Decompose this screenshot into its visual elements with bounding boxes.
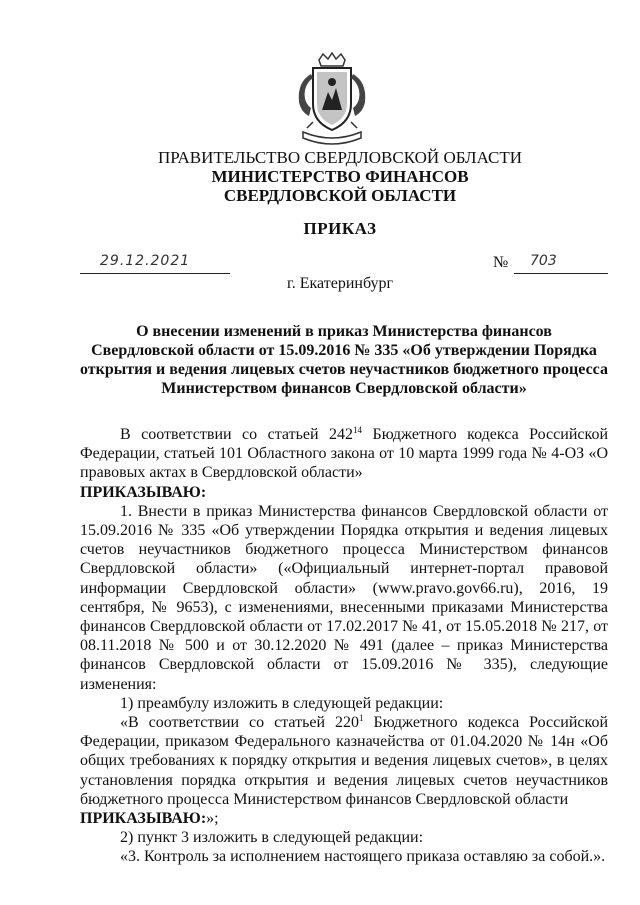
region-header: СВЕРДЛОВСКОЙ ОБЛАСТИ (223, 186, 457, 205)
subject-line: открытия и ведения лицевых счетов неучастников бюджетного процесса (80, 361, 608, 378)
date-field (80, 253, 230, 274)
quote-superscript: 1 (359, 713, 364, 724)
order-word: ПРИКАЗЫВАЮ: (80, 483, 207, 501)
subject-heading (80, 322, 608, 398)
ministry-header: МИНИСТЕРСТВО ФИНАНСОВ (211, 167, 469, 186)
quote-1-order-line (80, 809, 608, 828)
number-label: № (493, 254, 509, 271)
coat-of-arms-emblem (291, 52, 373, 152)
city: г. Екатеринбург (286, 275, 394, 292)
sub-item-1: 1) преамбулу изложить в следующей редакции: (120, 694, 444, 712)
sub-item-2: 2) пункт 3 изложить в следующей редакции: (120, 829, 424, 847)
government-header: ПРАВИТЕЛЬСТВО СВЕРДЛОВСКОЙ ОБЛАСТИ (157, 148, 523, 167)
preamble-paragraph: В соответствии со статьей $242^{14}$ Бюджетного кодекса Российской Федерации, статьей 101 Областного закона от 10 марта 1999 года № 4-ОЗ «О правовых актах в Свердловской области» (80, 425, 608, 482)
number-value: 703 (530, 253, 557, 269)
quote-tail: »; (206, 810, 219, 828)
quote-1-paragraph: «В соответствии со статьей $220^1$ Бюджетного кодекса Российской Федерации, приказом Федерального казначейства от 01.04.2020 № 14н «Об общих требованиях к порядку открытия и ведения лицевых счетов», в целях установления порядка открытия и ведения лицевых счетов неучастников бюджетного процесса Министерством финансов Свердловской области (80, 713, 608, 808)
document-body (80, 425, 608, 867)
subject-line: Свердловской области от 15.09.2016 № 335 «Об утверждении Порядка (91, 342, 597, 359)
preamble-superscript: 14 (353, 425, 363, 435)
quote-order-word: ПРИКАЗЫВАЮ: (80, 810, 207, 828)
number-field (514, 253, 608, 274)
document-title: ПРИКАЗ (303, 219, 377, 238)
date-value: 29.12.2021 (100, 253, 191, 269)
item-1-paragraph: 1. Внести в приказ Министерства финансов Свердловской области от 15.09.2016 № 335 «Об утверждении Порядка открытия и ведения лицевых счетов неучастников бюджетного процесса Министерством финансов Свердловской области» («Официальный интернет-портал правовой информации Свердловской области» (www.pravo.gov66.ru), 2016, 19 сентября, № 9653), с изменениями, внесенными приказами Министерства финансов Свердловской области от 17.02.2017 № 41, от 15.05.2018 № 217, от 08.11.2018 № 500 и от 30.12.2020 № 491 (далее – приказ Министерства финансов Свердловской области от 15.09.2016 № 335), следующие изменения: (80, 502, 608, 693)
subject-line: Министерством финансов Свердловской области» (161, 380, 527, 397)
subject-line: О внесении изменений в приказ Министерства финансов (136, 323, 552, 340)
quote-2-paragraph: «3. Контроль за исполнением настоящего приказа оставляю за собой.». (120, 848, 606, 866)
